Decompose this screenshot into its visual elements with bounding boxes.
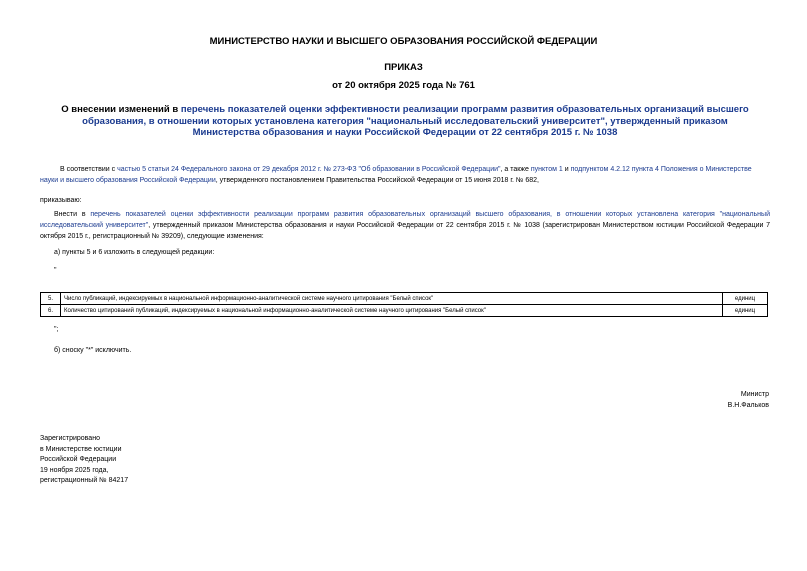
- registration-date: 19 ноября 2025 года,: [40, 466, 109, 474]
- preamble-text-1: В соответствии с: [60, 166, 118, 173]
- body-text-1: Внести в: [54, 211, 91, 218]
- title-prefix: О внесении изменений в: [61, 104, 181, 115]
- amendment-table: [40, 292, 768, 317]
- signature-name: В.Н.Фальков: [727, 402, 769, 409]
- row-number: 5.: [41, 293, 61, 305]
- registration-line: в Министерстве юстиции: [40, 445, 122, 453]
- quote-open: ": [54, 267, 57, 274]
- table-row: [41, 305, 768, 317]
- preamble-text-2: , а также: [500, 166, 531, 173]
- preamble-link-law[interactable]: частью 5 статьи 24 Федерального закона от 29 декабря 2012 г. № 273-ФЗ "Об образовании в Российской Федерации": [117, 166, 501, 173]
- registration-number: регистрационный № 84217: [40, 477, 129, 484]
- registration-line: Российской Федерации: [40, 456, 117, 463]
- ministry-heading: МИНИСТЕРСТВО НАУКИ И ВЫСШЕГО ОБРАЗОВАНИЯ РОССИЙСКОЙ ФЕДЕРАЦИИ: [209, 36, 598, 47]
- registration-line: Зарегистрировано: [40, 435, 100, 442]
- document-type: ПРИКАЗ: [384, 62, 423, 73]
- table-row: [41, 293, 768, 305]
- item-a: а) пункты 5 и 6 изложить в следующей редакции:: [54, 249, 215, 256]
- row-unit: единиц: [723, 293, 768, 305]
- row-number: 6.: [41, 305, 61, 317]
- signature-position: Министр: [740, 391, 769, 398]
- quote-close: ";: [54, 326, 59, 333]
- document-date-number: от 20 октября 2025 года № 761: [332, 80, 475, 91]
- document-title: [60, 104, 750, 139]
- body-text-2: , утвержденный приказом Министерства образования и науки Российской Федерации от 22 сентября 2015 г. № 1038 (зарегистрирован Министерством юстиции Российской Федерации 7 октября 2015 г., регистрационный № 39209), следующие изменения:: [40, 222, 771, 240]
- preamble-link-regulation[interactable]: подпунктом 4.2.12 пункта 4 Положения о Министерстве науки и высшего образования Российской Федерации: [40, 166, 752, 184]
- preamble-link-point[interactable]: пунктом 1: [530, 166, 563, 173]
- body-paragraph: [40, 209, 770, 242]
- item-b: б) сноску "*" исключить.: [54, 347, 132, 354]
- order-word: приказываю:: [40, 197, 82, 204]
- row-text: Количество цитирований публикаций, индексируемых в национальной информационно-аналитической системе научного цитирования "Белый список": [61, 305, 723, 317]
- preamble-text-4: , утвержденного постановлением Правительства Российской Федерации от 15 июня 2018 г. № 682,: [215, 177, 539, 184]
- preamble-paragraph: [40, 164, 770, 186]
- row-unit: единиц: [723, 305, 768, 317]
- row-text: Число публикаций, индексируемых в национальной информационно-аналитической системе научного цитирования "Белый список": [61, 293, 723, 305]
- body-link-list[interactable]: перечень показателей оценки эффективности реализации программ развития образовательных организаций высшего образования, в отношении которых установлена категория "национальный исследовательский университет": [40, 211, 770, 229]
- preamble-text-3: и: [562, 166, 571, 173]
- title-link[interactable]: перечень показателей оценки эффективности реализации программ развития образовательных организаций высшего образования, в отношении которых установлена категория "национальный исследовательский университет", утвержденный приказом Министерства образования и науки Российской Федерации от 22 сентября 2015 г. № 1038: [82, 104, 749, 138]
- registration-block: [40, 434, 240, 487]
